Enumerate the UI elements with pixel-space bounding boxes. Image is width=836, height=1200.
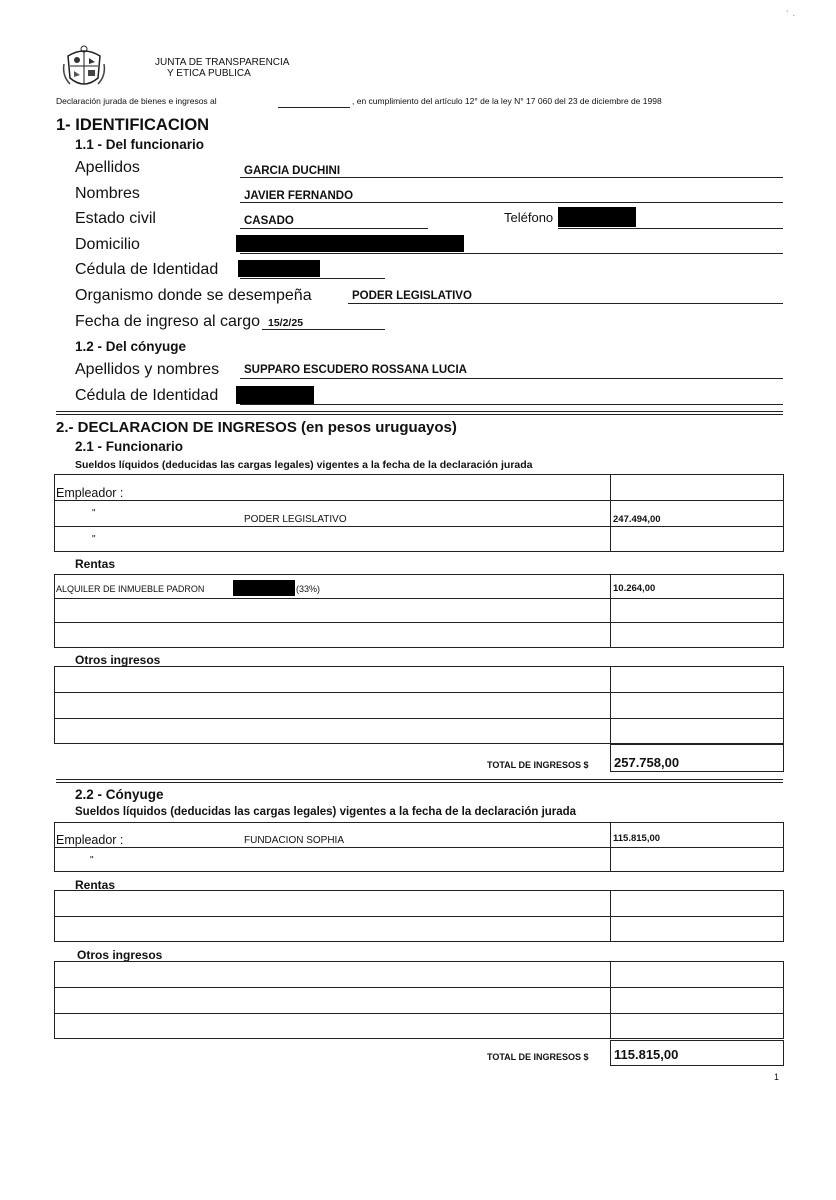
page-number: 1 xyxy=(774,1072,780,1082)
otros-ingresos-label-conyuge: Otros ingresos xyxy=(77,948,163,962)
nombres-value: JAVIER FERNANDO xyxy=(244,190,354,202)
fecha-value: 15/2/25 xyxy=(268,317,304,329)
funcionario-total-value: 257.758,00 xyxy=(614,755,680,770)
conyuge-amount: 115.815,00 xyxy=(613,833,661,844)
subsection-separator-bottom xyxy=(56,782,783,783)
conyuge-otros-table xyxy=(54,961,784,1039)
cedula-line xyxy=(240,278,385,279)
renta-percentage: (33%) xyxy=(296,584,321,594)
telefono-redacted xyxy=(558,207,636,227)
otros-ingresos-label: Otros ingresos xyxy=(75,653,161,667)
cedula-redacted xyxy=(238,260,320,277)
padron-redacted xyxy=(233,580,295,596)
total-ingresos-label: TOTAL DE INGRESOS $ xyxy=(487,760,589,770)
ditto-mark: " xyxy=(92,534,96,545)
empleador-label: Empleador : xyxy=(56,486,124,500)
conyuge-nombre-line xyxy=(240,378,783,379)
estado-civil-line xyxy=(240,228,428,229)
coat-of-arms-icon xyxy=(62,44,106,92)
section-separator-bottom xyxy=(56,414,783,415)
section-1-1-title: 1.1 - Del funcionario xyxy=(75,137,205,152)
section-1-2-title: 1.2 - Del cónyuge xyxy=(75,339,187,354)
section-separator-top xyxy=(56,411,783,412)
cedula-label: Cédula de Identidad xyxy=(75,261,219,278)
section-1-title: 1- IDENTIFICACION xyxy=(56,116,210,134)
renta-description: ALQUILER DE INMUEBLE PADRON xyxy=(56,584,205,594)
fecha-label: Fecha de ingreso al cargo xyxy=(75,313,260,330)
domicilio-label: Domicilio xyxy=(75,236,140,253)
renta-amount: 10.264,00 xyxy=(613,583,656,594)
corner-mark: ´ · xyxy=(786,10,796,21)
telefono-line xyxy=(558,228,783,229)
conyuge-nombre-label: Apellidos y nombres xyxy=(75,361,220,378)
funcionario-otros-table xyxy=(54,666,784,744)
agency-name-line2: Y ETICA PUBLICA xyxy=(167,68,251,79)
estado-civil-label: Estado civil xyxy=(75,210,156,227)
empleador-label-conyuge: Empleador : xyxy=(56,833,124,847)
funcionario-empleador-table xyxy=(54,474,784,552)
organismo-line xyxy=(348,303,783,304)
section-2-2-title: 2.2 - Cónyuge xyxy=(75,787,164,802)
agency-name-line1: JUNTA DE TRANSPARENCIA xyxy=(155,57,290,68)
conyuge-nombre-value: SUPPARO ESCUDERO ROSSANA LUCIA xyxy=(244,364,467,376)
funcionario-employer-1: PODER LEGISLATIVO xyxy=(244,514,347,525)
apellidos-value: GARCIA DUCHINI xyxy=(244,165,341,177)
apellidos-label: Apellidos xyxy=(75,159,140,176)
conyuge-cedula-redacted xyxy=(236,386,314,404)
conyuge-cedula-label: Cédula de Identidad xyxy=(75,387,219,404)
ditto-mark: " xyxy=(90,855,94,866)
sueldos-note: Sueldos líquidos (deducidas las cargas legales) vigentes a la fecha de la declaración jurada xyxy=(75,459,533,471)
intro-text-right: , en cumplimiento del artículo 12° de la ley N° 17 060 del 23 de diciembre de 1998 xyxy=(352,96,662,106)
section-2-title: 2.- DECLARACION DE INGRESOS (en pesos uruguayos) xyxy=(56,419,457,436)
sueldos-note-conyuge: Sueldos líquidos (deducidas las cargas legales) vigentes a la fecha de la declaración jurada xyxy=(75,806,577,818)
nombres-line xyxy=(240,202,783,203)
conyuge-employer: FUNDACION SOPHIA xyxy=(244,835,345,846)
conyuge-cedula-line xyxy=(240,404,783,405)
domicilio-line xyxy=(240,253,783,254)
intro-date-blank xyxy=(278,107,350,108)
rentas-label: Rentas xyxy=(75,557,116,571)
total-ingresos-label-conyuge: TOTAL DE INGRESOS $ xyxy=(487,1052,589,1062)
conyuge-total-value: 115.815,00 xyxy=(614,1047,679,1062)
estado-civil-value: CASADO xyxy=(244,215,294,227)
intro-text-left: Declaración jurada de bienes e ingresos al xyxy=(56,96,217,106)
domicilio-redacted xyxy=(236,235,464,252)
rentas-label-conyuge: Rentas xyxy=(75,878,116,892)
telefono-label: Teléfono xyxy=(504,210,554,225)
organismo-value: PODER LEGISLATIVO xyxy=(352,290,472,302)
apellidos-line xyxy=(240,177,783,178)
funcionario-amount-1: 247.494,00 xyxy=(613,514,661,525)
subsection-separator-top xyxy=(56,779,783,780)
section-2-1-title: 2.1 - Funcionario xyxy=(75,439,184,454)
organismo-label: Organismo donde se desempeña xyxy=(75,287,312,304)
fecha-line xyxy=(262,329,385,330)
ditto-mark: " xyxy=(92,508,96,519)
nombres-label: Nombres xyxy=(75,185,140,202)
